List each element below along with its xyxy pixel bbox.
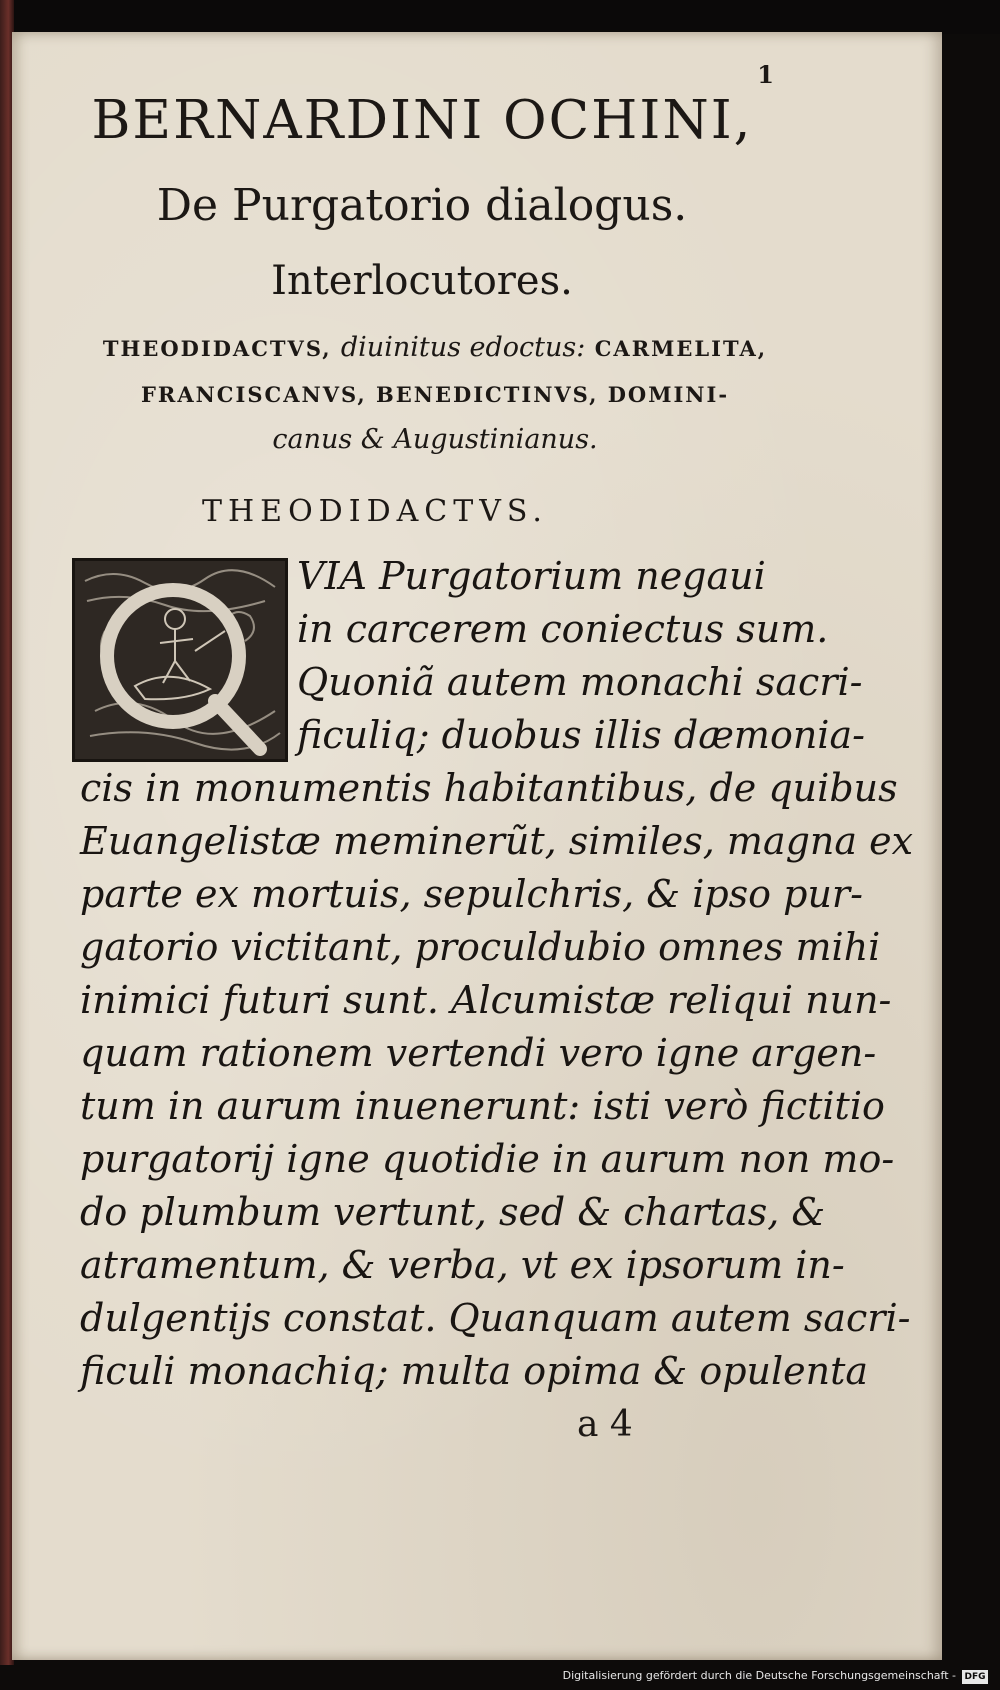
body-line: Euangelistæ meminerũt, similes, magna ex: [80, 819, 914, 863]
body-line: do plumbum vertunt, sed & chartas, &: [80, 1190, 826, 1234]
interlocutores-heading: Interlocutores.: [271, 258, 573, 304]
body-line: tum in aurum inuenerunt: isti verò fictitio: [80, 1084, 885, 1128]
folio-number: 1: [757, 60, 774, 89]
woodcut-initial-icon: [75, 561, 285, 759]
scan-top-border: [0, 0, 1000, 34]
body-line: VIA Purgatorium negaui: [297, 554, 766, 598]
body-line: dulgentijs constat. Quanquam autem sacri-: [80, 1296, 911, 1340]
body-line: purgatorij igne quotidie in aurum non mo-: [80, 1137, 895, 1181]
body-line: quam rationem vertendi vero igne argen-: [80, 1031, 877, 1075]
body-line: ficuliq; duobus illis dæmonia-: [297, 713, 865, 757]
dfg-logo: DFG: [962, 1670, 988, 1684]
body-line: cis in monumentis habitantibus, de quibus: [80, 766, 898, 810]
cast-epithet: diuinitus edoctus:: [340, 332, 586, 363]
cast-name-theodidactus: THEODIDACTVS,: [102, 336, 332, 361]
digitization-credit: Digitalisierung gefördert durch die Deutsche Forschungsgemeinschaft -: [562, 1669, 956, 1682]
body-line: in carcerem coniectus sum.: [297, 607, 829, 651]
body-line: ficuli monachiq; multa opima & opulenta: [80, 1349, 869, 1393]
book-page: [12, 32, 942, 1660]
decorated-initial-q: [72, 558, 288, 762]
cast-line-3-text: canus & Augustinianus.: [272, 424, 598, 455]
page-title: BERNARDINI OCHINI,: [91, 90, 753, 151]
speaker-heading: THEODIDACTVS.: [202, 494, 548, 529]
body-line: parte ex mortuis, sepulchris, & ipso pur-: [80, 872, 863, 916]
page-subtitle: De Purgatorio dialogus.: [156, 180, 688, 231]
body-line: inimici futuri sunt. Alcumistæ reliqui nun-: [80, 978, 892, 1022]
body-line: Quoniã autem monachi sacri-: [297, 660, 863, 704]
cast-line-3: [70, 424, 800, 455]
body-line: gatorio victitant, proculdubio omnes mihi: [80, 925, 881, 969]
signature-mark: a 4: [577, 1404, 633, 1445]
cast-name-carmelita: CARMELITA,: [594, 336, 768, 361]
cast-line-1: [70, 332, 800, 363]
cast-line-2: FRANCISCANVS, BENEDICTINVS, DOMINI-: [140, 382, 730, 407]
body-line: atramentum, & verba, vt ex ipsorum in-: [80, 1243, 845, 1287]
